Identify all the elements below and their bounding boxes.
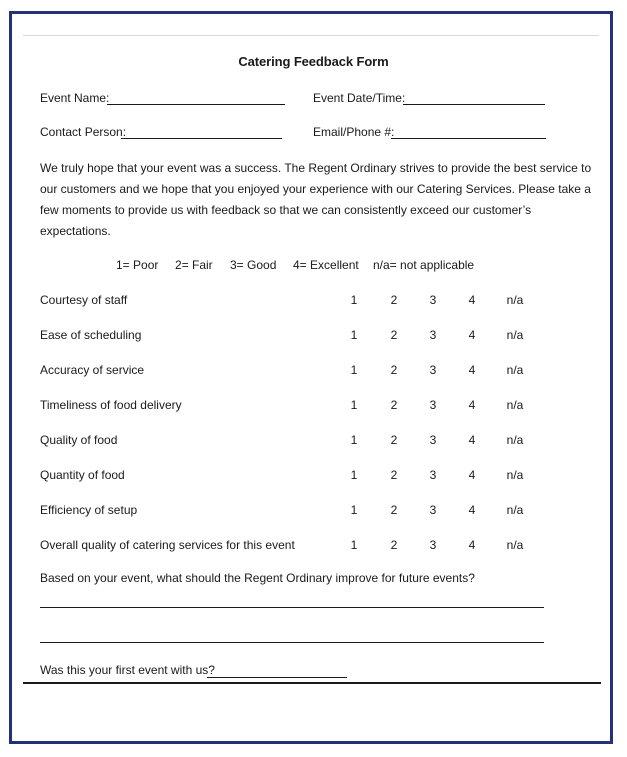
contact-person-label: Contact Person:	[40, 125, 127, 139]
rating-option[interactable]: 2	[390, 503, 398, 517]
rating-option[interactable]: n/a	[506, 363, 524, 377]
event-datetime-label: Event Date/Time:	[313, 91, 406, 105]
rating-option[interactable]: 1	[350, 328, 358, 342]
intro-line: few moments to provide us with feedback so that we can consistently exceed our customer’s	[40, 203, 532, 217]
contact-person-field[interactable]	[121, 138, 282, 139]
rating-row-label: Overall quality of catering services for this event	[40, 538, 295, 552]
rating-option[interactable]: 1	[350, 293, 358, 307]
improve-answer-line-1[interactable]	[40, 607, 544, 608]
intro-line: We truly hope that your event was a success. The Regent Ordinary strives to provide the best service to	[40, 161, 592, 175]
rating-option[interactable]: 1	[350, 398, 358, 412]
rating-option[interactable]: n/a	[506, 503, 524, 517]
rating-option[interactable]: n/a	[506, 433, 524, 447]
rating-option[interactable]: 2	[390, 328, 398, 342]
event-datetime-field[interactable]	[403, 104, 545, 105]
rating-option[interactable]: n/a	[506, 468, 524, 482]
scale-poor: 1= Poor	[116, 258, 159, 272]
rating-row-label: Quality of food	[40, 433, 118, 447]
top-divider	[23, 35, 599, 36]
rating-option[interactable]: 1	[350, 538, 358, 552]
rating-option[interactable]: 2	[390, 293, 398, 307]
rating-row-label: Courtesy of staff	[40, 293, 128, 307]
rating-option[interactable]: 3	[429, 363, 437, 377]
rating-option[interactable]: 2	[390, 468, 398, 482]
rating-row-label: Accuracy of service	[40, 363, 145, 377]
form-title: Catering Feedback Form	[238, 54, 389, 69]
scale-fair: 2= Fair	[175, 258, 213, 272]
rating-option[interactable]: 2	[390, 538, 398, 552]
rating-option[interactable]: 2	[390, 433, 398, 447]
rating-option[interactable]: 1	[350, 468, 358, 482]
rating-option[interactable]: 3	[429, 538, 437, 552]
rating-option[interactable]: 3	[429, 433, 437, 447]
rating-option[interactable]: 4	[468, 503, 476, 517]
improve-question: Based on your event, what should the Regent Ordinary improve for future events?	[40, 571, 475, 585]
rating-option[interactable]: 3	[429, 468, 437, 482]
rating-option[interactable]: 4	[468, 293, 476, 307]
rating-option[interactable]: 3	[429, 328, 437, 342]
rating-option[interactable]: 4	[468, 363, 476, 377]
rating-row-label: Ease of scheduling	[40, 328, 142, 342]
rating-row-label: Efficiency of setup	[40, 503, 138, 517]
rating-option[interactable]: 3	[429, 293, 437, 307]
rating-option[interactable]: n/a	[506, 328, 524, 342]
rating-option[interactable]: 4	[468, 538, 476, 552]
scale-excellent: 4= Excellent	[293, 258, 359, 272]
page-frame	[9, 11, 613, 744]
rating-option[interactable]: 3	[429, 503, 437, 517]
rating-option[interactable]: 1	[350, 433, 358, 447]
event-name-label: Event Name:	[40, 91, 110, 105]
rating-option[interactable]: 4	[468, 468, 476, 482]
email-phone-field[interactable]	[391, 138, 546, 139]
scale-good: 3= Good	[230, 258, 277, 272]
email-phone-label: Email/Phone #:	[313, 125, 395, 139]
rating-row-label: Quantity of food	[40, 468, 125, 482]
rating-row-label: Timeliness of food delivery	[40, 398, 182, 412]
intro-line: our customers and we hope that you enjoyed your experience with our Catering Services. Please take a	[40, 182, 591, 196]
intro-line: expectations.	[40, 224, 111, 238]
intro-paragraph	[40, 158, 592, 242]
rating-option[interactable]: 3	[429, 398, 437, 412]
improve-answer-line-2[interactable]	[40, 642, 544, 643]
rating-option[interactable]: 2	[390, 363, 398, 377]
rating-option[interactable]: 2	[390, 398, 398, 412]
rating-option[interactable]: 4	[468, 433, 476, 447]
rating-option[interactable]: 1	[350, 363, 358, 377]
rating-option[interactable]: 4	[468, 328, 476, 342]
scale-na: n/a= not applicable	[373, 258, 475, 272]
rating-option[interactable]: 4	[468, 398, 476, 412]
first-event-label: Was this your first event with us?	[40, 663, 215, 677]
rating-option[interactable]: 1	[350, 503, 358, 517]
rating-option[interactable]: n/a	[506, 398, 524, 412]
rating-option[interactable]: n/a	[506, 293, 524, 307]
bottom-divider	[23, 682, 601, 684]
first-event-field[interactable]	[207, 677, 347, 678]
rating-option[interactable]: n/a	[506, 538, 524, 552]
event-name-field[interactable]	[107, 104, 285, 105]
